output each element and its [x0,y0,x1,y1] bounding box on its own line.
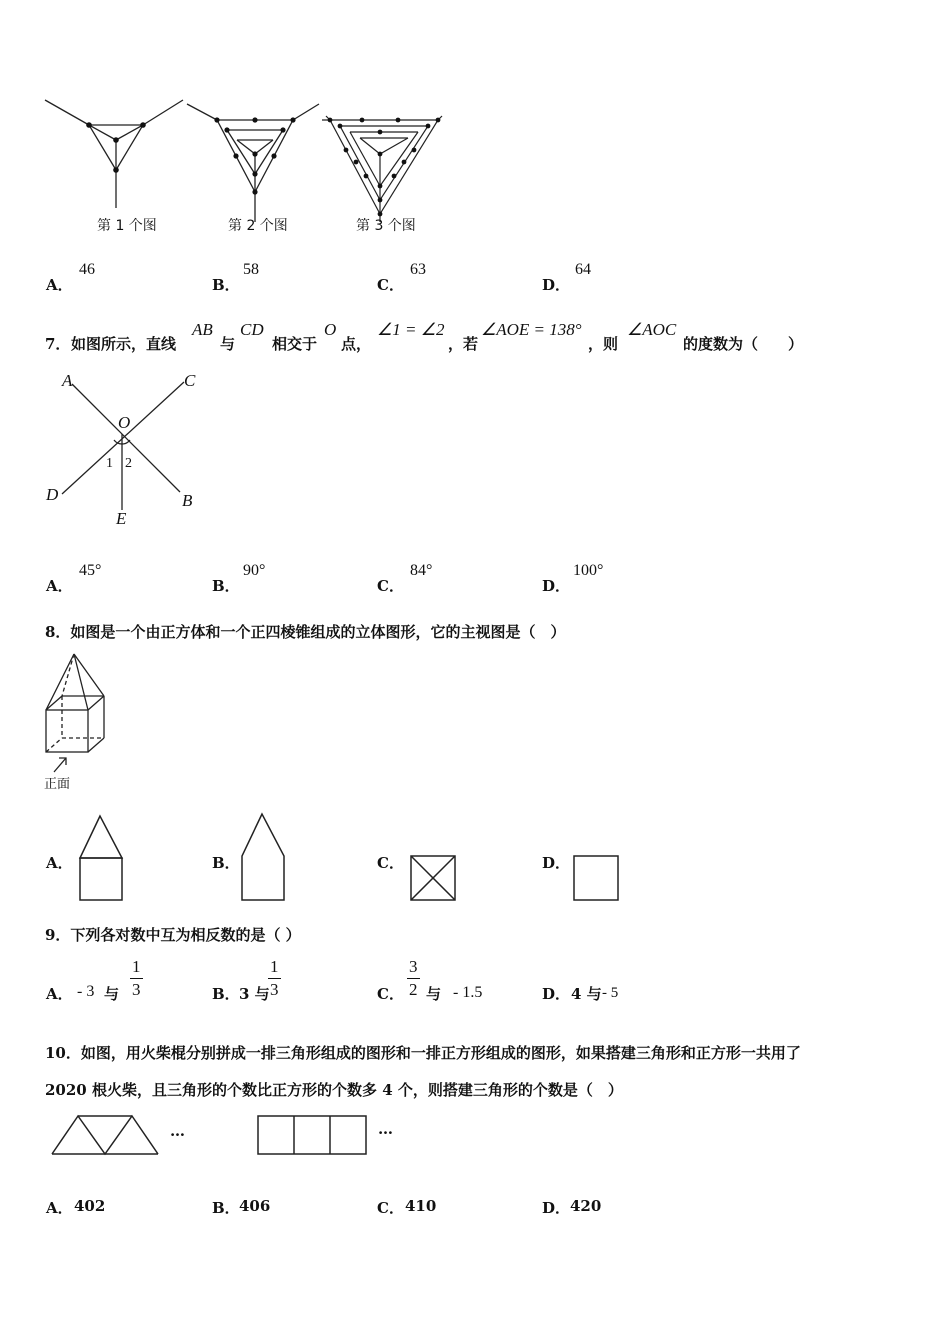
q10-option-d-letter[interactable]: D． [542,1199,571,1217]
q7-angle-aoe: ∠AOE = 138° [481,320,582,339]
q10-option-b-value: 406 [239,1197,271,1215]
q9-option-a-with: 与 [104,985,120,1003]
q6-option-b-letter[interactable]: B． [212,276,240,294]
q8-front-label: 正面 [44,777,71,792]
q7-option-c-letter[interactable]: C． [377,577,404,595]
q7-option-b-value: 90° [243,562,266,579]
q10-option-b-letter[interactable]: B． [212,1199,240,1217]
q9-option-a-fraction [130,956,143,1001]
q9-option-c-denominator: 2 [409,980,418,999]
q9-option-d-letter[interactable]: D． [542,985,571,1003]
q8-option-d-figure[interactable] [572,854,622,904]
q6-option-c-letter[interactable]: C． [377,276,404,294]
q9-option-c-post: - 1.5 [453,984,483,1001]
q6-option-b-value: 58 [243,261,259,278]
q7-label-angle-2: 2 [125,456,132,471]
q8-option-a-letter[interactable]: A． [46,854,73,872]
q10-option-a-letter[interactable]: A． [46,1199,73,1217]
q10-question-line-2: 2020 根火柴，且三角形的个数比正方形的个数多 4 个，则搭建三角形的个数是（ ） [45,1081,623,1099]
q7-text-5: ，若 [448,335,479,353]
q7-label-d: D [46,485,59,504]
q7-option-d-value: 100° [573,562,604,579]
q6-option-c-value: 63 [410,261,426,278]
q8-option-c-letter[interactable]: C． [377,854,404,872]
q6-caption-3: 第 3 个图 [356,218,416,234]
q6-option-a-value: 46 [79,261,95,278]
q8-option-b-letter[interactable]: B． [212,854,240,872]
q10-option-d-value: 420 [570,1197,602,1215]
q7-figure [44,372,204,532]
q6-option-d-letter[interactable]: D． [542,276,571,294]
q7-line-cd: CD [240,320,264,339]
q7-label-b: B [182,491,193,510]
q7-option-d-letter[interactable]: D． [542,577,571,595]
q7-text-7: 的度数为（ ） [683,335,804,353]
q9-option-a-letter[interactable]: A． [46,985,73,1003]
q7-angle-equal: ∠1 = ∠2 [377,320,445,339]
q8-option-d-letter[interactable]: D． [542,854,571,872]
q6-caption-2: 第 2 个图 [228,218,288,234]
q9-option-b-letter[interactable]: B． [212,985,240,1003]
q7-text-4: 点， [341,335,372,353]
q7-number: 7． [45,335,71,353]
q7-text-3: 相交于 [272,335,318,353]
q7-option-b-letter[interactable]: B． [212,577,240,595]
q9-option-c-numerator: 3 [407,956,420,979]
q7-label-angle-1: 1 [106,456,113,471]
q7-label-e: E [116,509,127,528]
q9-option-b-fraction [268,956,281,1001]
q10-triangle-row [50,1114,162,1158]
q10-ellipsis-squares: … [378,1120,393,1138]
q7-text-2: 与 [220,335,236,353]
q9-option-a-denominator: 3 [132,980,141,999]
q6-option-d-value: 64 [575,261,591,278]
q8-option-c-figure[interactable] [409,854,459,904]
q6-figure-1 [45,98,185,218]
q9-option-c-letter[interactable]: C． [377,985,404,1003]
q7-label-c: C [184,371,196,390]
q9-option-c-with: 与 [426,985,442,1003]
q8-question-text: 8．如图是一个由正方体和一个正四棱锥组成的立体图形，它的主视图是（ ） [45,623,566,641]
q10-option-c-value: 410 [405,1197,437,1215]
q6-figure-2 [187,102,322,227]
q9-option-b-numerator: 1 [268,956,281,979]
q9-option-d-pre: 4 与 [571,985,602,1003]
q9-option-c-fraction [407,956,420,1001]
q7-label-o: O [118,413,131,432]
q7-text-1: 如图所示，直线 [71,335,177,353]
q6-caption-1: 第 1 个图 [97,218,157,234]
q7-option-c-value: 84° [410,562,433,579]
q10-option-c-letter[interactable]: C． [377,1199,404,1217]
q9-option-b-denominator: 3 [270,980,279,999]
q8-option-a-figure[interactable] [78,812,128,902]
q8-option-b-figure[interactable] [240,810,290,902]
q7-text-6: ，则 [588,335,619,353]
q9-option-d-post: - 5 [602,985,619,1001]
q6-option-a-letter[interactable]: A． [46,276,73,294]
q7-angle-aoc: ∠AOC [627,320,677,339]
q8-solid-figure [42,652,112,792]
q7-option-a-letter[interactable]: A． [46,577,73,595]
q9-option-a-numerator: 1 [130,956,143,979]
q10-question-line-1: 10．如图，用火柴棍分别拼成一排三角形组成的图形和一排正方形组成的图形，如果搭建三角形和正方形一共用了 [45,1044,801,1062]
q9-question-text: 9．下列各对数中互为相反数的是（ ） [45,926,301,944]
q6-figure-3 [322,102,447,227]
q9-option-a-pre: - 3 [77,983,95,1000]
q10-ellipsis-triangles: … [170,1122,185,1140]
q7-line-ab: AB [192,320,213,339]
q7-point-o: O [324,320,337,339]
q9-option-b-pre: 3 与 [239,985,270,1003]
q10-option-a-value: 402 [74,1197,106,1215]
q10-square-row [256,1114,368,1158]
q7-option-a-value: 45° [79,562,102,579]
q7-label-a: A [62,371,73,390]
